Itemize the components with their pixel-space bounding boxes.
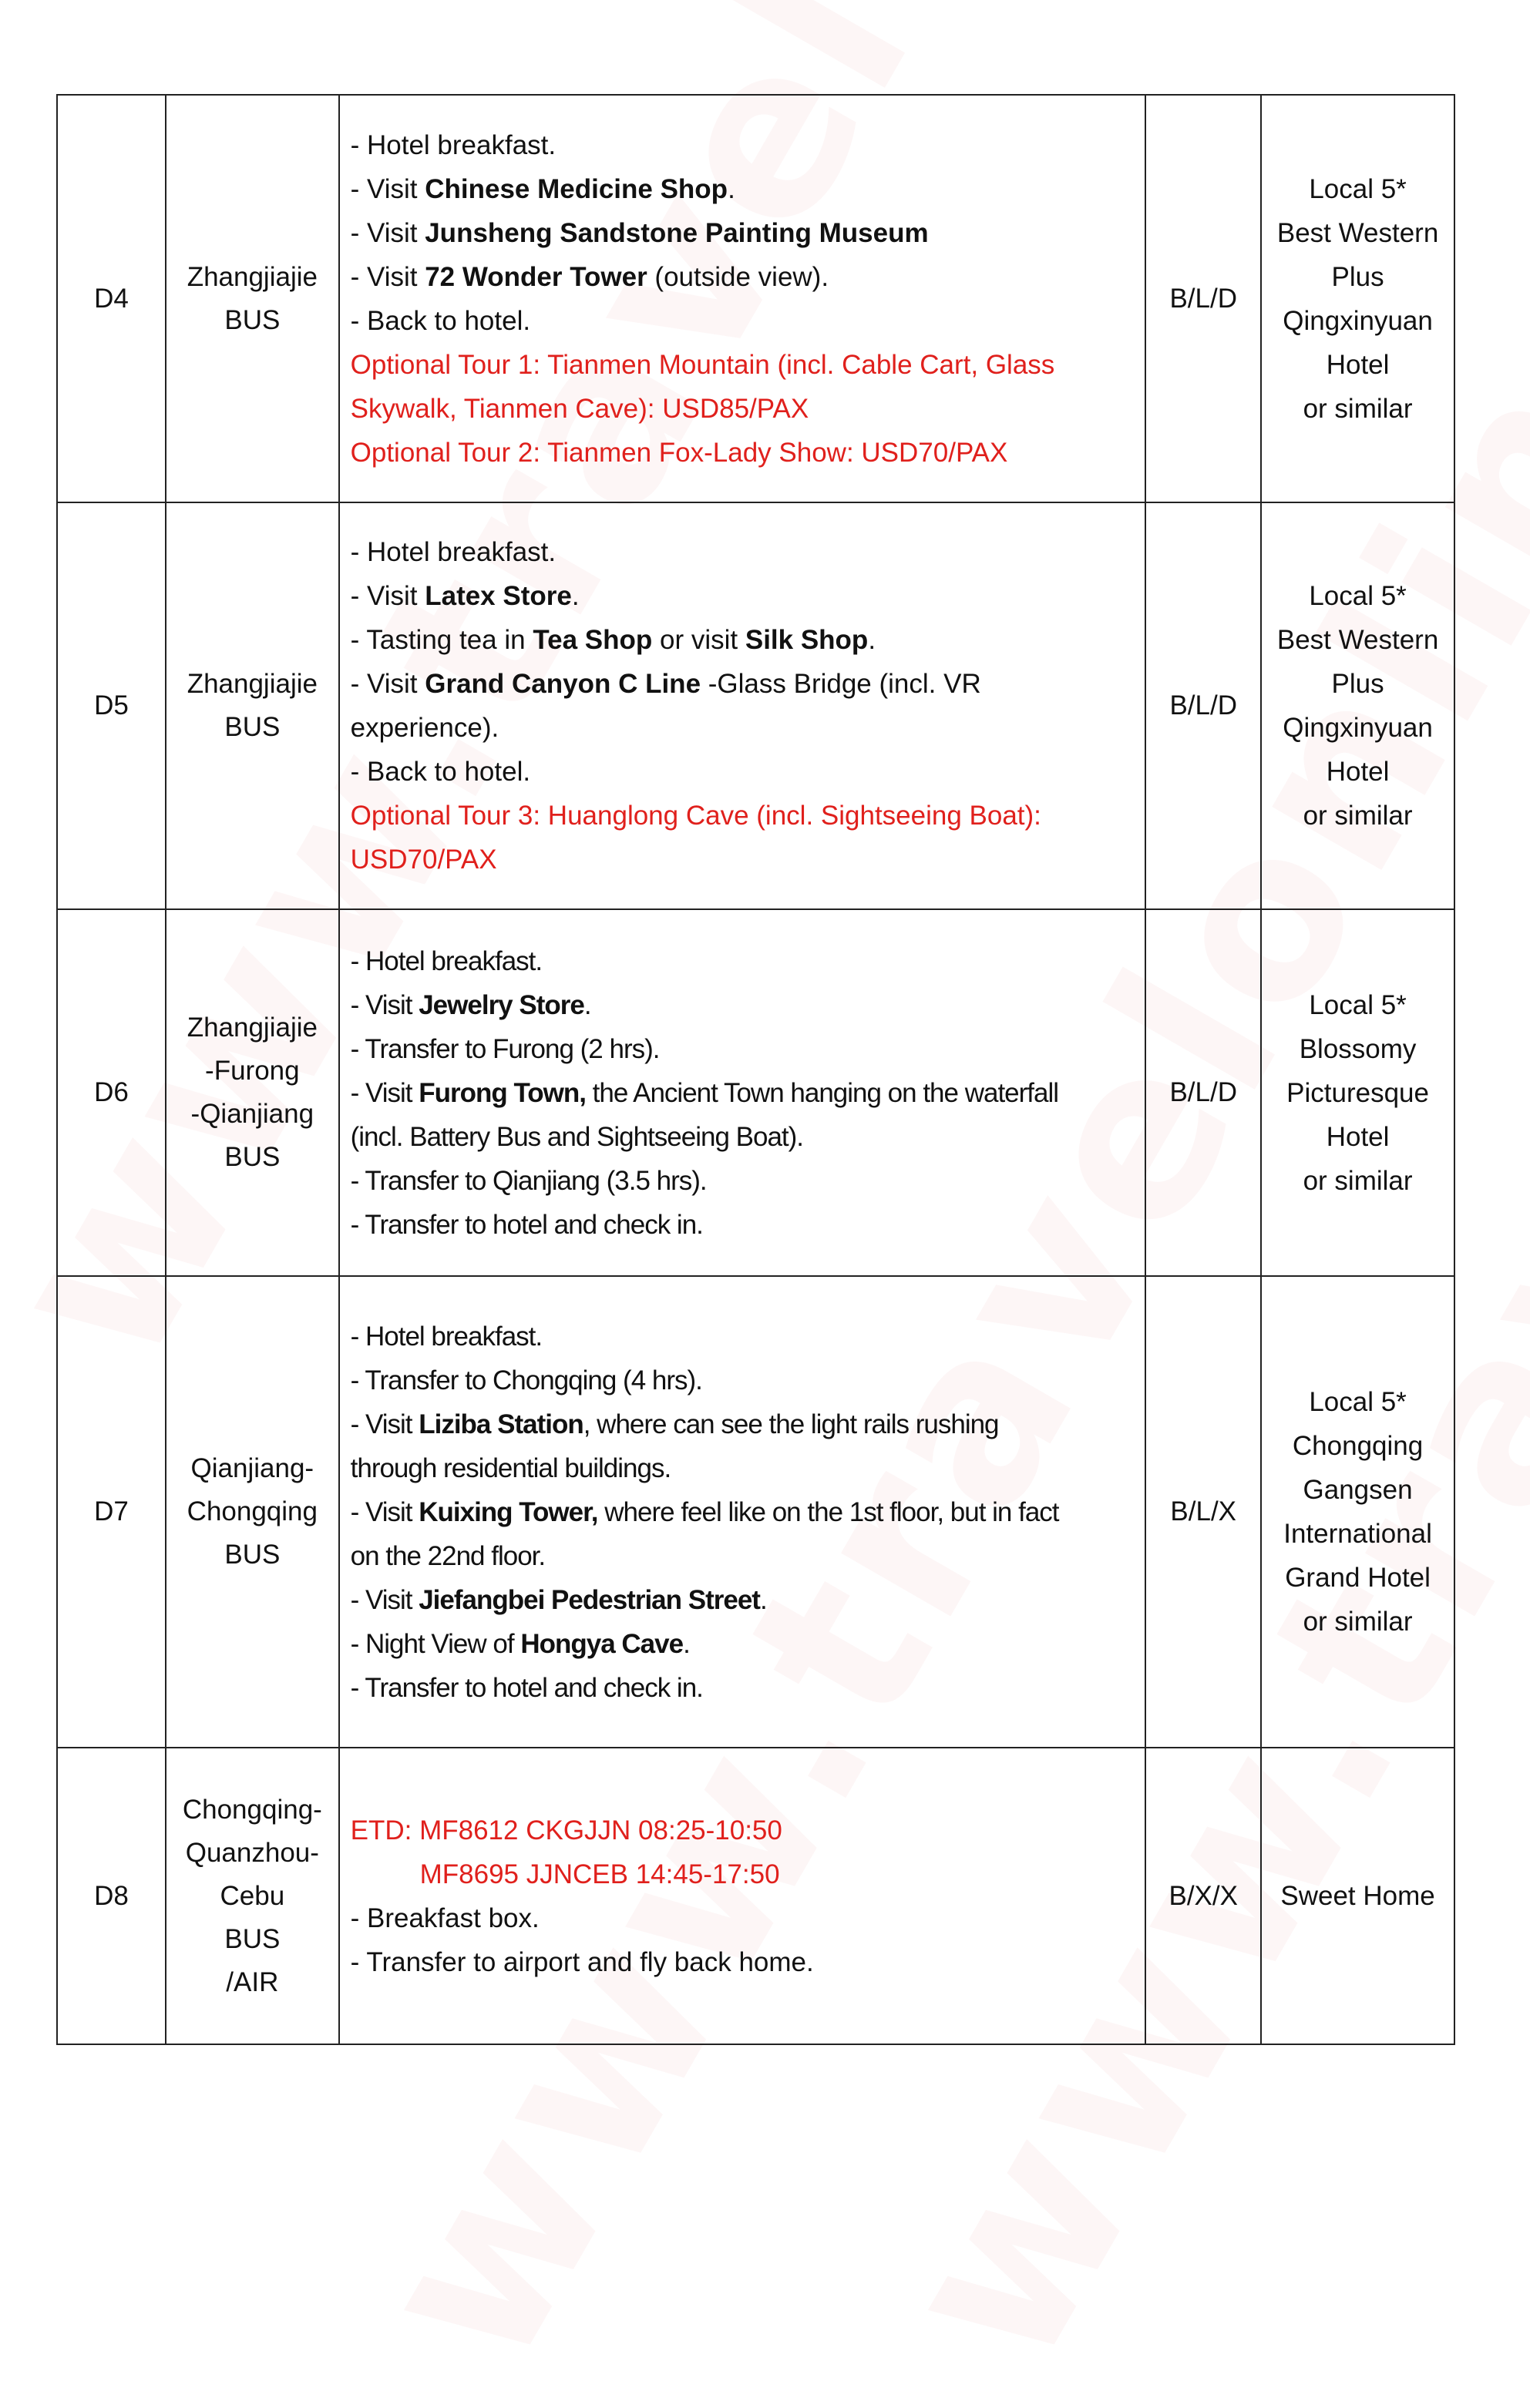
route-line: BUS <box>224 712 281 742</box>
route-line: BUS <box>224 1923 281 1954</box>
hotel-line: International <box>1283 1519 1432 1549</box>
program-line: (incl. Battery Bus and Sightseeing Boat). <box>350 1121 804 1152</box>
program-line: - Transfer to Qianjiang (3.5 hrs). <box>350 1165 707 1196</box>
program-line: - Visit Liziba Station, where can see the light rails rushing <box>350 1409 999 1439</box>
table-row <box>57 1276 1454 1748</box>
program-line: - Visit Latex Store. <box>350 581 580 611</box>
program-line: - Hotel breakfast. <box>350 945 543 976</box>
route-cell <box>166 95 339 502</box>
hotel-cell <box>1261 95 1454 502</box>
route-line: Quanzhou- <box>185 1837 319 1868</box>
meal-cell: B/X/X <box>1145 1748 1261 2044</box>
program-cell <box>339 1276 1146 1748</box>
route-cell <box>166 1748 339 2044</box>
flight-line: MF8695 JJNCEB 14:45-17:50 <box>419 1859 780 1889</box>
route-line: Zhangjiajie <box>187 669 318 699</box>
route-line: /AIR <box>226 1966 279 1997</box>
route-line: Zhangjiajie <box>187 261 318 292</box>
meal-cell: B/L/D <box>1145 95 1261 502</box>
day-cell: D8 <box>57 1748 166 2044</box>
hotel-cell <box>1261 1748 1454 2044</box>
program-cell <box>339 95 1146 502</box>
hotel-line: or similar <box>1303 1165 1413 1196</box>
route-line: BUS <box>224 1142 281 1172</box>
table-row <box>57 502 1454 909</box>
hotel-line: Gangsen <box>1303 1475 1413 1505</box>
meal-cell: B/L/D <box>1145 502 1261 909</box>
hotel-line: or similar <box>1303 1607 1413 1637</box>
table-row <box>57 1748 1454 2044</box>
meal-cell: B/L/D <box>1145 909 1261 1276</box>
meal-cell: B/L/X <box>1145 1276 1261 1748</box>
optional-tour-line: Optional Tour 1: Tianmen Mountain (incl. Cable Cart, Glass <box>350 349 1055 380</box>
program-line: - Transfer to Furong (2 hrs). <box>350 1033 660 1064</box>
itinerary-table <box>56 94 1455 2045</box>
hotel-line: or similar <box>1303 393 1413 424</box>
route-line: Chongqing <box>187 1496 318 1526</box>
program-line: - Transfer to hotel and check in. <box>350 1209 703 1240</box>
program-cell <box>339 909 1146 1276</box>
hotel-line: Qingxinyuan <box>1283 713 1433 743</box>
program-line: - Breakfast box. <box>350 1903 540 1933</box>
route-line: BUS <box>224 1540 281 1570</box>
route-cell <box>166 1276 339 1748</box>
program-line: on the 22nd floor. <box>350 1540 546 1571</box>
program-line: - Visit 72 Wonder Tower (outside view). <box>350 261 829 292</box>
program-line: - Night View of Hongya Cave. <box>350 1628 690 1659</box>
day-cell: D7 <box>57 1276 166 1748</box>
optional-tour-line: USD70/PAX <box>350 845 497 875</box>
program-line: - Back to hotel. <box>350 305 531 336</box>
hotel-line: Grand Hotel <box>1285 1563 1431 1593</box>
program-line: - Visit Jiefangbei Pedestrian Street. <box>350 1584 767 1615</box>
hotel-line: Local 5* <box>1309 581 1407 611</box>
route-line: -Furong <box>205 1056 300 1086</box>
day-cell: D5 <box>57 502 166 909</box>
hotel-line: Sweet Home <box>1280 1881 1435 1911</box>
program-line: - Visit Grand Canyon C Line -Glass Bridge (incl. VR <box>350 669 981 699</box>
program-line: experience). <box>350 713 499 743</box>
optional-tour-line: Optional Tour 2: Tianmen Fox-Lady Show: USD70/PAX <box>350 437 1008 468</box>
hotel-line: Hotel <box>1326 757 1390 787</box>
program-line: - Visit Chinese Medicine Shop. <box>350 173 735 204</box>
program-line: - Visit Junsheng Sandstone Painting Museum <box>350 217 929 248</box>
table-row <box>57 909 1454 1276</box>
program-line: - Hotel breakfast. <box>350 1321 543 1352</box>
hotel-line: Best Western <box>1276 217 1439 248</box>
flight-line: ETD: MF8612 CKGJJN 08:25-10:50 <box>350 1815 782 1845</box>
route-cell <box>166 502 339 909</box>
optional-tour-line: Skywalk, Tianmen Cave): USD85/PAX <box>350 393 809 424</box>
hotel-line: Plus <box>1331 669 1384 699</box>
day-cell: D6 <box>57 909 166 1276</box>
hotel-line: Plus <box>1331 261 1384 292</box>
program-line: - Visit Kuixing Tower, where feel like on the 1st floor, but in fact <box>350 1496 1059 1527</box>
hotel-cell <box>1261 502 1454 909</box>
program-cell <box>339 1748 1146 2044</box>
program-line: - Hotel breakfast. <box>350 129 557 160</box>
program-line: - Hotel breakfast. <box>350 537 557 567</box>
route-line: Chongqing- <box>182 1794 322 1825</box>
hotel-line: Picturesque <box>1286 1077 1429 1108</box>
program-line: - Transfer to airport and fly back home. <box>350 1946 814 1977</box>
hotel-line: Local 5* <box>1309 173 1407 204</box>
route-line: Cebu <box>220 1880 285 1911</box>
hotel-line: Best Western <box>1276 625 1439 655</box>
program-cell <box>339 502 1146 909</box>
program-line: - Tasting tea in Tea Shop or visit Silk Shop. <box>350 625 876 655</box>
hotel-line: Qingxinyuan <box>1283 305 1433 336</box>
program-line: - Transfer to Chongqing (4 hrs). <box>350 1365 702 1395</box>
route-line: Zhangjiajie <box>187 1013 318 1043</box>
hotel-cell <box>1261 1276 1454 1748</box>
hotel-line: Local 5* <box>1309 989 1407 1020</box>
program-line: - Transfer to hotel and check in. <box>350 1672 703 1703</box>
hotel-line: Hotel <box>1326 1121 1390 1152</box>
program-line: - Visit Jewelry Store. <box>350 989 591 1020</box>
route-cell <box>166 909 339 1276</box>
hotel-line: Chongqing <box>1292 1431 1424 1461</box>
program-line: - Back to hotel. <box>350 757 531 787</box>
day-cell: D4 <box>57 95 166 502</box>
table-row <box>57 95 1454 502</box>
route-line: Qianjiang- <box>190 1453 314 1483</box>
hotel-line: or similar <box>1303 801 1413 831</box>
hotel-line: Hotel <box>1326 349 1390 380</box>
program-line: - Visit Furong Town, the Ancient Town hanging on the waterfall <box>350 1077 1059 1108</box>
route-line: -Qianjiang <box>190 1099 314 1129</box>
optional-tour-line: Optional Tour 3: Huanglong Cave (incl. Sightseeing Boat): <box>350 801 1041 831</box>
hotel-line: Local 5* <box>1309 1387 1407 1417</box>
program-line: through residential buildings. <box>350 1453 671 1483</box>
hotel-cell <box>1261 909 1454 1276</box>
route-line: BUS <box>224 304 281 335</box>
hotel-line: Blossomy <box>1299 1033 1417 1064</box>
